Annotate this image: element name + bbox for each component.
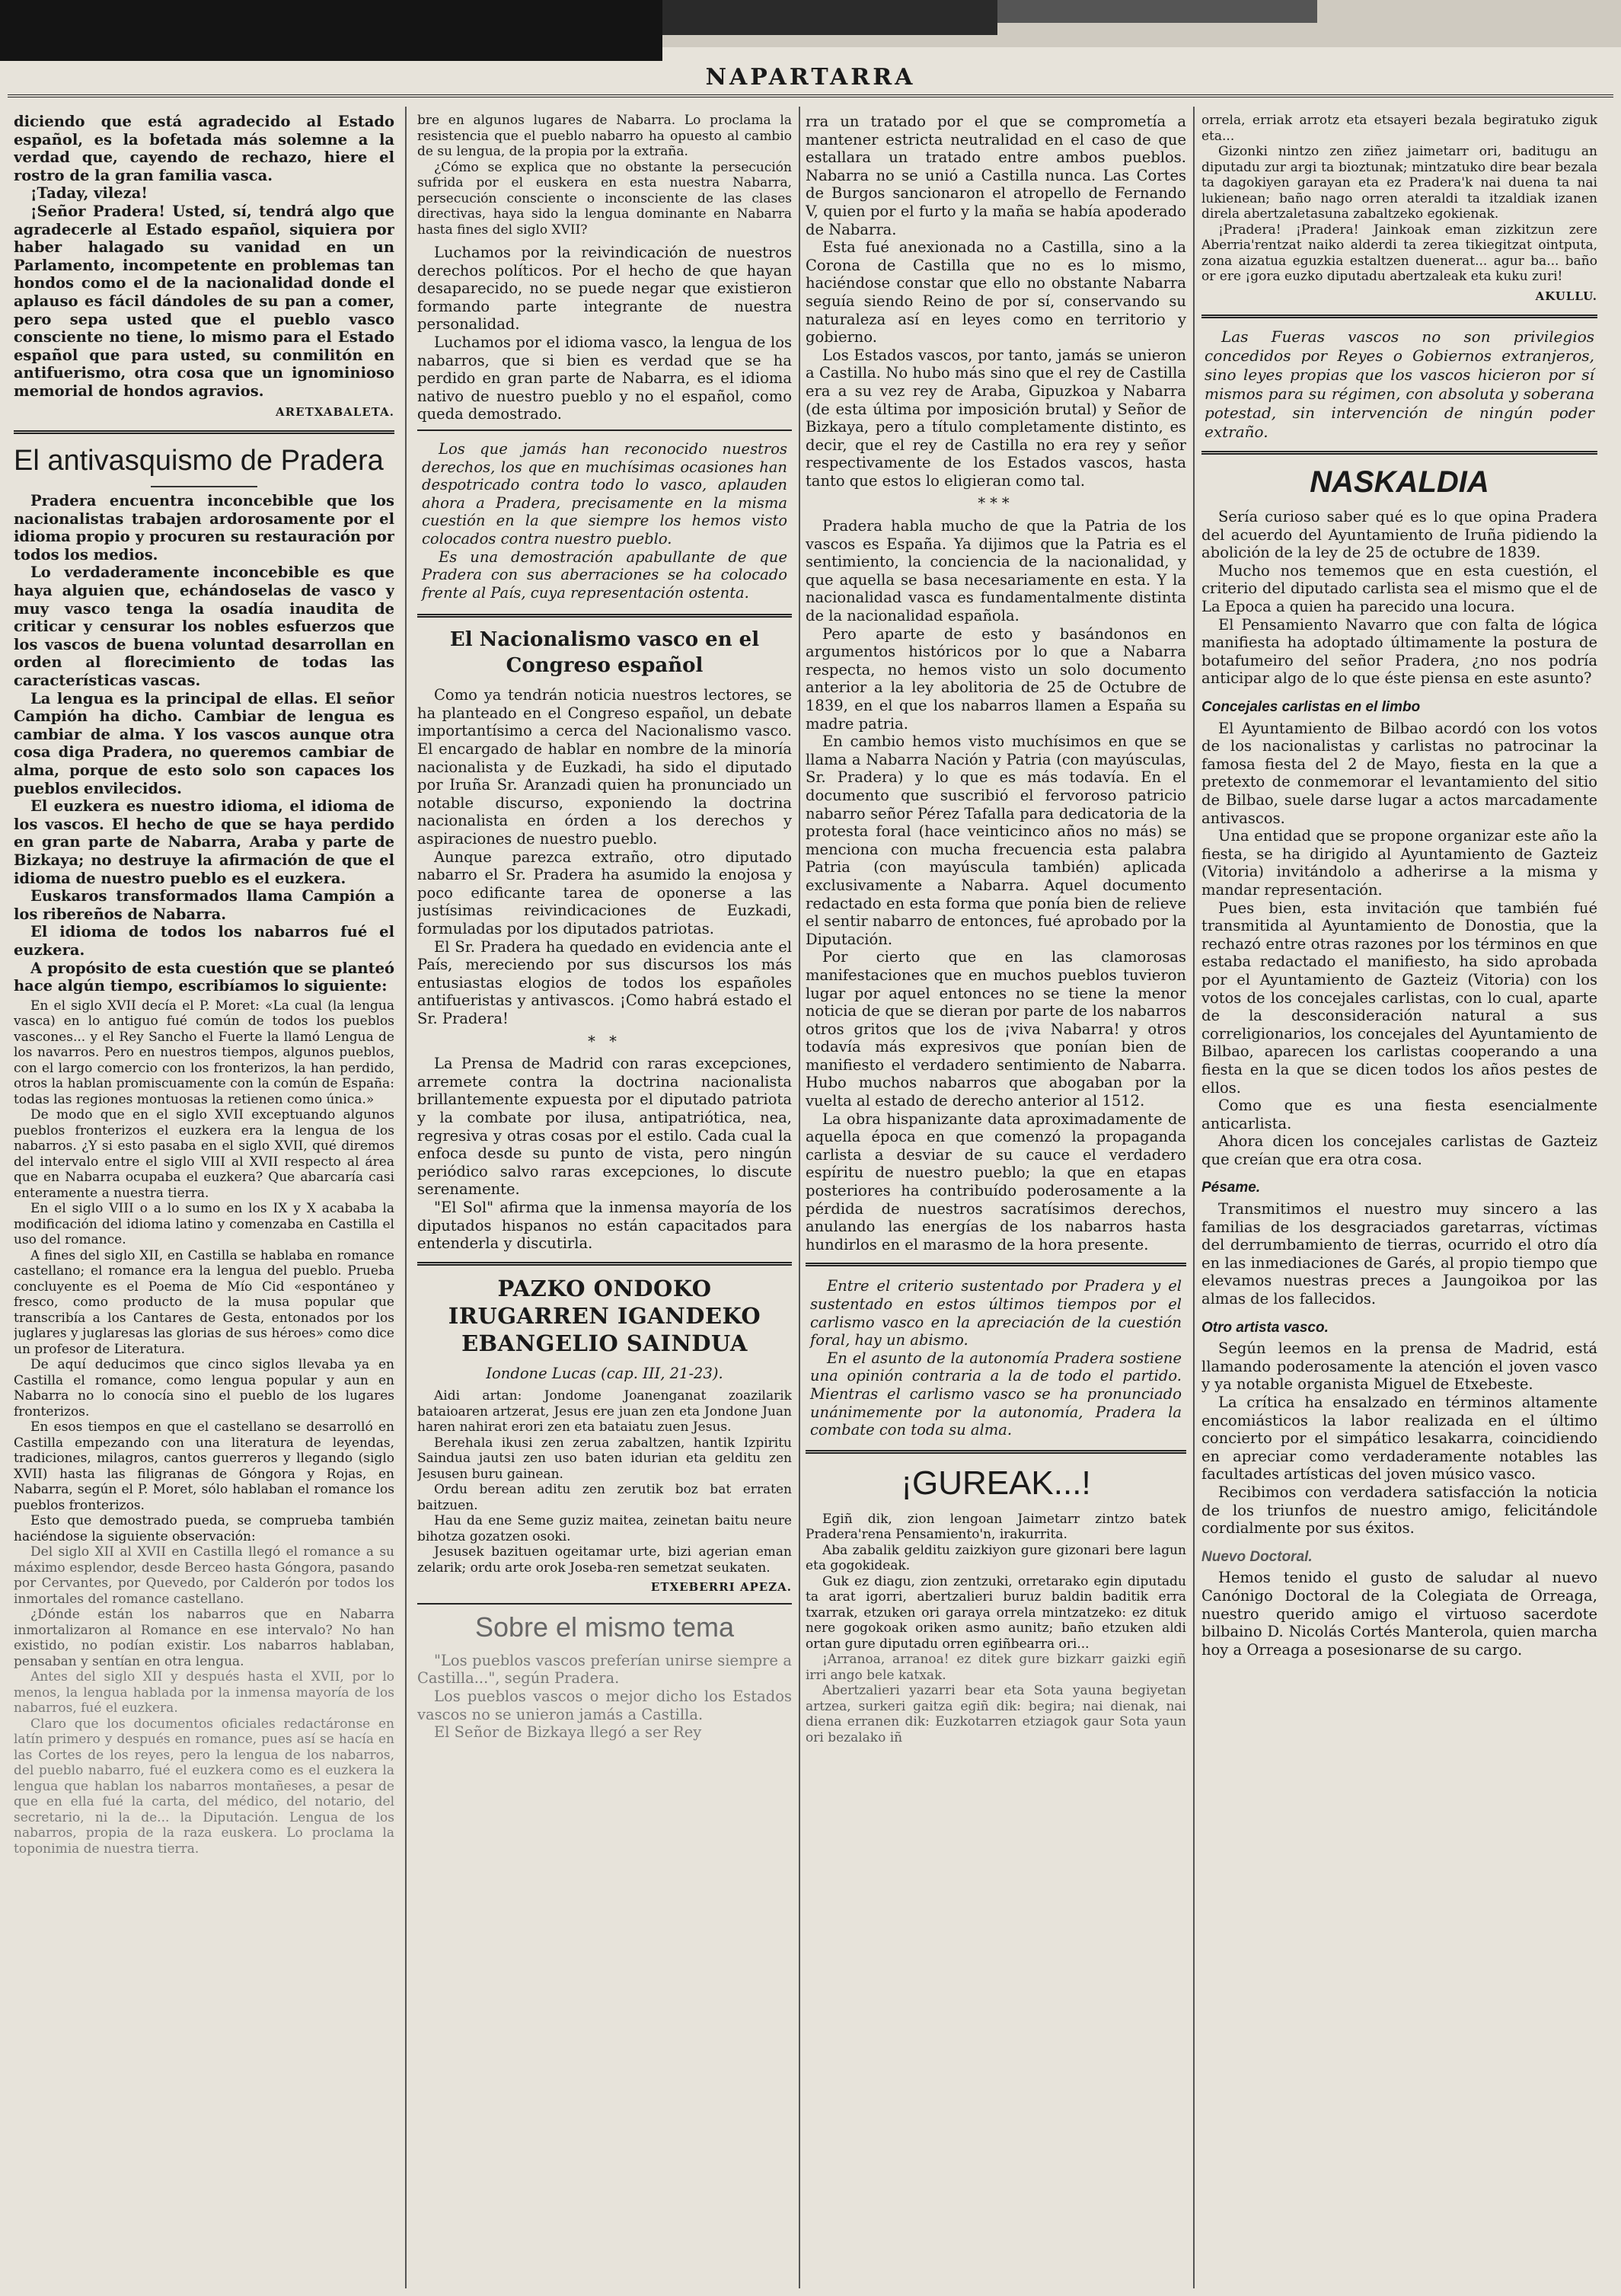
paragraph: ¿Cómo se explica que no obstante la persecución sufrida por el euskera en esta nuestra Nabarra, persecución consciente o inconsciente de las clases directivas, haya sido la lengua dominante en Nabarra hasta fines del siglo XVII?: [417, 159, 792, 238]
paragraph: bre en algunos lugares de Nabarra. Lo proclama la resistencia que el pueblo nabarro ha opuesto al cambio de su lengua, de la propia por la extraña.: [417, 113, 792, 159]
signature: AKULLU.: [1535, 289, 1597, 303]
paragraph: El Señor de Bizkaya llegó a ser Rey: [434, 1723, 702, 1742]
paragraph: Abertzalieri yazarri bear eta Sota yauna begiyetan artzea, surkeri gaitza egiñ dik: begira; nai dienak, nai diena erranen dik: Euzkotarren etziagok gaur Sota yaun ori bezalako iñ: [806, 1683, 1186, 1745]
paragraph: En el asunto de la autonomía Pradera sostiene una opinión contraria a la de todo el partido. Mientras el carlismo vasco se ha pronunciado unánimemente por la autonomía, Pradera la combate con toda su alma.: [810, 1349, 1182, 1439]
paragraph: ¡Pradera! ¡Pradera! Jainkoak eman zizkitzun zere Aberria'rentzat naiko alderdi ta zerea tikiegitzat ointputa, zona aizatua eguzkia estaltzen duenerat... agur ba... baño or ere ¡gora euzko diputadu abertzaleak eta kuku zuri!: [1201, 222, 1597, 284]
article-title: El Nacionalismo vasco en el Congreso español: [449, 628, 760, 678]
paragraph: Luchamos por la reivindicación de nuestros derechos políticos. Por el hecho de que hayan desaparecido, no se puede negar que existieron formando parte integrante de nuestra personalidad.: [417, 244, 792, 334]
column-4: [1201, 113, 1597, 2288]
paragraph: Sería curioso saber qué es lo que opina Pradera del acuerdo del Ayuntamiento de Iruña pidiendo la abolición de la ley de 25 de octubre de 1839.: [1201, 508, 1597, 562]
article-subtitle: Iondone Lucas (cap. III, 21-23).: [486, 1364, 723, 1382]
paragraph: Hau da ene Seme guziz maitea, zeinetan baitu neure bihotza gozatzen osoki.: [417, 1513, 792, 1544]
paragraph: Gizonki nintzo zen ziñez jaimetarr ori, baditugu an diputadu zur argi ta bioztunak; mintzatuko dire bear bezala ta dagokiyen garayan eta ez Pradera'k nai duena ta nai lukienean; baño nago orren ateraldi ta itzaldiak izanen direla abertzaletasuna zabaltzeko egokienak.: [1201, 144, 1597, 222]
paragraph: Recibimos con verdadera satisfacción la noticia de los triunfos de nuestro amigo, felicitándole cordialmente por sus éxitos.: [1201, 1483, 1597, 1538]
paragraph: La obra hispanizante data aproximadamente de aquella época en que comenzó la propaganda carlista a desviar de su cauce el verdadero espíritu de nuestro pueblo; la que en etapas posteriores ha contribuído poderosamente a la pérdida de nuestros sacratísimos derechos, anulando las energías de los nabarros hasta hundirlos en el marasmo de la hora presente.: [806, 1110, 1186, 1253]
paragraph: diciendo que está agradecido al Estado español, es la bofetada más solemne a la verdad que, cayendo de rechazo, hiere el rostro de la gran familia vasca.: [14, 113, 394, 184]
header-rule: [8, 94, 1613, 97]
paragraph: Lo verdaderamente inconcebible es que haya alguien que, echándoselas de vasco y muy vasco tenga la osadía inaudita de criticar y censurar los nobles esfuerzos que los vascos de buena voluntad desarrollan en orden al florecimiento de todas las características vascas.: [14, 564, 394, 690]
section-rule: [417, 430, 792, 431]
quote-paragraph: Del siglo XII al XVII en Castilla llegó el romance a su máximo esplendor, desde Berceo hasta Góngora, pasando por Cervantes, por Quevedo, por Calderón por todos los inmortales del romance castellano.: [14, 1544, 394, 1607]
paragraph: Mucho nos tememos que en esta cuestión, el criterio del diputado carlista sea el mismo que el de La Epoca a quien ha parecido una locura.: [1201, 561, 1597, 616]
masthead: NAPARTARRA: [705, 64, 916, 91]
article-title: Sobre el mismo tema: [474, 1611, 735, 1643]
column-3: [806, 113, 1186, 2288]
paragraph: Aunque parezca extraño, otro diputado nabarro el Sr. Pradera ha asumido la enojosa y poco edificante tarea de oponerse a las justísimas reivindicaciones de Euzkadi, formuladas por los diputados patriotas.: [417, 848, 792, 937]
paragraph: ¡Señor Pradera! Usted, sí, tendrá algo que agradecerle al Estado español, siquiera por haber halagado su vanidad en un Parlamento, incompetente en problemas tan hondos como el de la nacionalidad donde el aplauso es fácil dándoles de su pan a comer, pero sepa usted que el pueblo vasco consciente no tiene, lo mismo para el Estado español que para usted, su conmilitón en antifuerismo, otra cosa que un ignominioso memorial de hondos agravios.: [14, 202, 394, 400]
paragraph: Los que jamás han reconocido nuestros derechos, los que en muchísimas ocasiones han despotricado contra todo lo vasco, aplauden ahora a Pradera, precisamente en la misma cuestión en la que siempre los hemos visto colocados contra nuestro pueblo.: [422, 439, 787, 548]
paragraph: Como ya tendrán noticia nuestros lectores, se ha planteado en el Congreso español, un debate importantísimo a cerca del Nacionalismo vasco. El encargado de hablar en nombre de la minoría nacionalista y de Euzkadi, ha sido el diputado por Iruña Sr. Aranzadi quien ha pronunciado un notable discurso, exponiendo la doctrina nacionalista en órden a los derechos y aspiraciones de nuestro pueblo.: [417, 686, 792, 848]
paragraph: ¡Arranoa, arranoa! ez ditek gure bizkarr gaizki egiñ irri ango bele katxak.: [806, 1652, 1186, 1683]
article-title: NASKALDIA: [1310, 465, 1489, 500]
paragraph: Ordu berean aditu zen zerutik boz bat erraten baitzuen.: [417, 1482, 792, 1513]
scan-dark-margin: [997, 0, 1317, 23]
paragraph: Aba zabalik gelditu zaizkiyon gure gizonari bere lagun eta gogokideak.: [806, 1542, 1186, 1574]
paragraph: "Los pueblos vascos preferían unirse siempre a Castilla...", según Pradera.: [417, 1651, 792, 1688]
paragraph: orrela, erriak arrotz eta etsayeri bezala begiratuko ziguk eta...: [1201, 113, 1597, 144]
section-heading: Concejales carlistas en el limbo: [1201, 699, 1421, 716]
paragraph: Egiñ dik, zion lengoan Jaimetarr zintzo batek Pradera'rena Pensamiento'n, irakurrita.: [806, 1511, 1186, 1543]
paragraph: rra un tratado por el que se comprometía a mantener estricta neutralidad en el caso de que estallara un tratado entre ambos pueblos. Nabarra no se unió a Castilla nunca. Las Cortes de Burgos sancionaron el atropello de Fernando V, quien por el furto y la maña se había apoderado de Nabarra.: [806, 113, 1186, 238]
separator-stars: * *: [588, 1032, 621, 1050]
section-rule: [1201, 315, 1597, 318]
section-rule: [417, 614, 792, 618]
paragraph: La crítica ha ensalzado en términos altamente encomiásticos la labor realizada en el último concierto por el simpático lesakarra, coincidiendo en apreciar como verdaderamente notables las facultades artísticas del joven músico vasco.: [1201, 1394, 1597, 1483]
section-heading: Nuevo Doctoral.: [1201, 1548, 1313, 1565]
paragraph: Es una demostración apabullante de que Pradera con sus aberraciones se ha colocado frente al País, cuya representación ostenta.: [422, 548, 787, 602]
quote-paragraph: Antes del siglo XII y después hasta el XVII, por lo menos, la lengua hablada por la inmensa mayoría de los nabarros, fué el euzkera.: [14, 1669, 394, 1716]
italic-note: [1201, 327, 1597, 442]
column-divider: [1193, 107, 1195, 2288]
paragraph: El euzkera es nuestro idioma, el idioma de los vascos. El hecho de que se haya perdido en gran parte de Nabarra, Araba y parte de Bizkaya; no destruye la afirmación de que el idioma de nuestro pueblo es el euzkera.: [14, 797, 394, 887]
paragraph: Por cierto que en las clamorosas manifestaciones que en muchos pueblos tuvieron lugar por aquel entonces no se tiene la menor noticia de que se dieran por parte de los nabarros otros gritos que los de ¡viva Nabarra! y otros todavía más expresivos que ponían bien de manifiesto el verdadero sentimiento de Nabarra. Hubo muchos nabarros que abogaban por la vuelta al estado de derecho anterior al 1512.: [806, 948, 1186, 1110]
paragraph: Berehala ikusi zen zerua zabaltzen, hantik Izpiritu Saindua jautsi zen uso baten idurian eta gelditu zen Jesusen buru gainean.: [417, 1435, 792, 1482]
paragraph: Pero aparte de esto y basándonos en argumentos históricos por lo que a Nabarra respecta, no hemos visto un solo documento anterior a la ley abolitoria de 25 de Octubre de 1839, en el que los nabarros llamen a España su madre patria.: [806, 624, 1186, 733]
section-rule: [417, 1262, 792, 1266]
scan-dark-margin: [0, 0, 662, 61]
quote-paragraph: En esos tiempos en que el castellano se desarrolló en Castilla empezando con una literatura de leyendas, tradiciones, milagros, cantos guerreros y llegando (siglo XVII) hasta las filigranas de Góngora y Rojas, en Nabarra, según el P. Moret, sólo hablaban el romance los pueblos fronterizos.: [14, 1419, 394, 1513]
paragraph: A propósito de esta cuestión que se planteó hace algún tiempo, escribíamos lo siguiente:: [14, 959, 394, 995]
quote-paragraph: ¿Dónde están los nabarros que en Nabarra inmortalizaron al Romance en ese intervalo? No han existido, no podían existir. Los nabarros hablaban, pensaban y sentían en otra lengua.: [14, 1607, 394, 1669]
paragraph: Pradera encuentra inconcebible que los nacionalistas trabajen ardorosamente por el idioma propio y procuren su restauración por todos los medios.: [14, 492, 394, 564]
paragraph: Los pueblos vascos o mejor dicho los Estados vascos no se unieron jamás a Castilla.: [417, 1688, 792, 1723]
article-title: El antivasquismo de Pradera: [14, 445, 384, 477]
separator-stars: ***: [978, 494, 1014, 513]
signature: ETXEBERRI APEZA.: [650, 1580, 792, 1595]
column-divider: [799, 107, 800, 2288]
quote-paragraph: Claro que los documentos oficiales redactáronse en latín primero y después en romance, pues así se hacía en las Cortes de los reyes, pero la lengua de los nabarros, del pueblo nabarro, fué el euzkera como es el euzkera la lengua que hablan los nabarros montañeses, a pesar de que en ella fué la carta, del médico, del notario, del secretario, ni la de... la Diputación. Lengua de los nabarros, propia de la raza euskera. Lo proclama la toponimia de nuestra tierra.: [14, 1716, 394, 1857]
paragraph: "El Sol" afirma que la inmensa mayoría de los diputados hispanos no están capacitados para entenderla y discutirla.: [417, 1198, 792, 1253]
section-rule: [14, 430, 394, 434]
paragraph: Pues bien, esta invitación que también fué transmitida al Ayuntamiento de Donostia, que la rechazó entre otras razones por los términos en que estaba redactado el manifiesto, ha sido aprobada por el Ayuntamiento de Gazteiz (Vitoria) con los votos de los concejales carlistas, con lo cual, aparte de la desconsideración natural a sus correligionarios, los concejales del Ayuntamiento de Bilbao, aparecen los carlistas cooperando a una fiesta en la que se dicen todos los años pestes de ellos.: [1201, 899, 1597, 1097]
quote-paragraph: De aquí deducimos que cinco siglos llevaba ya en Castilla el romance, como lengua popular y aun en Nabarra no lo conocía sino el pueblo de los lugares fronterizos.: [14, 1357, 394, 1419]
paragraph: Según leemos en la prensa de Madrid, está llamando poderosamente la atención el joven vasco y ya notable organista Miguel de Etxebeste.: [1201, 1340, 1597, 1394]
paragraph: Guk ez diagu, zion zentzuki, orretarako egin diputadu ta arat igorri, abertzalieri buruz baldin baditik erra txarrak, etzuken ori garaya orrela mintzatzeko: ez dituk nere gogokoak oriken asmo aunitz; baño etzuken aldi ortan gure diputadu orren egiñbearra ori...: [806, 1573, 1186, 1652]
quote-paragraph: Esto que demostrado pueda, se comprueba también haciéndose la siguiente observación:: [14, 1513, 394, 1544]
paragraph: Aidi artan: Jondome Joanenganat zoazilarik bataioaren artzerat, Jesus ere juan zen eta Jondone Juan haren nahirat erori zen eta bataiatu zuen Jesus.: [417, 1388, 792, 1435]
paragraph: Esta fué anexionada no a Castilla, sino a la Corona de Castilla que no es lo mismo, haciéndose constar que ello no obstante Nabarra seguía siendo Reino de por sí, conservando su naturaleza así en leyes como en territorio y gobierno.: [806, 238, 1186, 346]
column-2: [417, 113, 792, 2288]
scan-dark-margin: [662, 0, 997, 35]
section-rule: [417, 1603, 792, 1605]
paragraph: Transmitimos el nuestro muy sincero a las familias de los desgraciados garetarras, víctimas del derrumbamiento de tierras, ocurrido el otro día en las inmediaciones de Garés, al propio tiempo que elevamos nuestras preces a Jaungoikoa por las almas de los fallecidos.: [1201, 1200, 1597, 1308]
paragraph: Ahora dicen los concejales carlistas de Gazteiz que creían que era otra cosa.: [1201, 1132, 1597, 1168]
paragraph: El Ayuntamiento de Bilbao acordó con los votos de los nacionalistas y carlistas no patrocinar la famosa fiesta del 2 de Mayo, fiesta en la que a pretexto de conmemorar el levantamiento del sitio de Bilbao, suele darse lugar a actos marcadamente antivascos.: [1201, 719, 1597, 827]
paragraph: Hemos tenido el gusto de saludar al nuevo Canónigo Doctoral de la Colegiata de Orreaga, nuestro querido amigo el virtuoso sacerdote bilbaino D. Nicolás Cortés Manterola, quien marcha hoy a Orreaga a posesionarse de su cargo.: [1201, 1569, 1597, 1659]
section-rule: [806, 1263, 1186, 1266]
italic-note: [806, 1276, 1186, 1440]
paragraph: Como que es una fiesta esencialmente anticarlista.: [1201, 1097, 1597, 1132]
paragraph: Luchamos por el idioma vasco, la lengua de los nabarros, que si bien es verdad que se ha perdido en gran parte de Nabarra, es el idioma nativo de nuestro pueblo y no el español, como queda demostrado.: [417, 333, 792, 423]
article-title: PAZKO ONDOKO IRUGARREN IGANDEKO EBANGELIO SAINDUA: [448, 1275, 761, 1356]
scan-top-edge: [0, 0, 1621, 47]
paragraph: El idioma de todos los nabarros fué el euzkera.: [14, 923, 394, 959]
section-rule: [806, 1450, 1186, 1454]
quote-paragraph: En el siglo XVII decía el P. Moret: «La cual (la lengua vasca) en lo antiguo fué común de todos los pueblos vascones... y el Rey Sancho el Fuerte la llamó Lengua de los navarros. Pero en nuestros tiempos, algunos pueblos, con el largo comercio con los fronterizos, la han perdido, otros la hablan promiscuamente con la común de España: todas las regiones montuosas la retienen como única.»: [14, 998, 394, 1107]
paragraph: La Prensa de Madrid con raras excepciones, arremete contra la doctrina nacionalista brillantemente expuesta por el diputado patriota y la combate por ilusa, antipatriótica, nea, regresiva y otras cosas por el estilo. Cada cual la enfoca desde su punto de vista, pero ningún periódico salvo raras excepciones, lo discute serenamente.: [417, 1055, 792, 1199]
paragraph: Entre el criterio sustentado por Pradera y el sustentado en estos últimos tiempos por el carlismo vasco en la apreciación de la cuestión foral, hay un abismo.: [810, 1277, 1182, 1349]
paragraph: El Pensamiento Navarro que con falta de lógica manifiesta ha adoptado últimamente la postura de botafumeiro del señor Pradera, ¿no nos podría anticipar algo de lo que éste piensa en este asunto?: [1201, 615, 1597, 688]
paragraph: El Sr. Pradera ha quedado en evidencia ante el País, mereciendo por sus discursos los más entusiastas elogios de todos los españoles antifueristas y antivascos. ¡Como habrá estado el Sr. Pradera!: [417, 937, 792, 1027]
quote-paragraph: En el siglo VIII o a lo sumo en los IX y X acababa la modificación del idioma latino y comenzaba en Castilla el uso del romance.: [14, 1201, 394, 1248]
paragraph: Las Fueras vascos no son privilegios concedidos por Reyes o Gobiernos extranjeros, sino leyes propias que los vascos hicieron por sí mismos para su régimen, con absoluta y soberana potestad, sin intervención de ningún poder extraño.: [1205, 327, 1594, 442]
quote-paragraph: A fines del siglo XII, en Castilla se hablaba en romance castellano; el romance era la lengua del pueblo. Prueba concluyente es el Poema de Mío Cid «espontáneo y fresco, como producto de la musa popular que transcribía a los Cantares de Gesta, entonados por los juglares y juglaresas las glorias de sus héroes» como dice un profesor de Literatura.: [14, 1247, 394, 1357]
signature: ARETXABALETA.: [276, 404, 394, 419]
paragraph: ¡Taday, vileza!: [30, 184, 148, 203]
paragraph: Una entidad que se propone organizar este año la fiesta, se ha dirigido al Ayuntamiento de Gazteiz (Vitoria) invitándolo a adherirse a la misma y mandar representación.: [1201, 827, 1597, 899]
section-heading: Otro artista vasco.: [1201, 1319, 1329, 1336]
section-heading: Pésame.: [1201, 1180, 1261, 1196]
paragraph: En cambio hemos visto muchísimos en que se llama a Nabarra Nación y Patria (con mayúsculas, Sr. Pradera) y lo que es más todavía. En el documento que suscribió el fervoroso patricio nabarro señor Pérez Tafalla para dedicatoria de la protesta foral (hace veinticinco años no más) se menciona con mucha frecuencia esta palabra Patria (con mayúscula también) aplicada exclusivamente a Nabarra. Aquel documento redactado en esta forma que ponía bien de relieve el sentir nabarro de entonces, fué aprobado por la Diputación.: [806, 733, 1186, 948]
paragraph: Pradera habla mucho de que la Patria de los vascos es España. Ya dijimos que la Patria es el sentimiento, la conciencia de la nacionalidad, y que aquella se basa necesariamente en esta. Y la nacionalidad vasca es fundamentalmente distinta de la nacionalidad española.: [806, 517, 1186, 625]
italic-note: [417, 437, 792, 605]
paragraph: La lengua es la principal de ellas. El señor Campión ha dicho. Cambiar de lengua es cambiar de alma. Y los vascos aunque otra cosa diga Pradera, no queremos cambiar de alma, porque de esto solo son capaces los pueblos envilecidos.: [14, 689, 394, 797]
paragraph: Los Estados vascos, por tanto, jamás se unieron a Castilla. No hubo más sino que el rey de Castilla era a su vez rey de Araba, Gipuzkoa y Nabarra (de esta última por imposición brutal) y Señor de Bizkaya, pero a título completamente distinto, es decir, que el rey de Castilla no era rey y señor respectivamente de los Estados vascos, hasta tanto que estos lo eligieran como tal.: [806, 346, 1186, 490]
article-title: ¡GUREAK...!: [901, 1464, 1091, 1502]
quote-paragraph: De modo que en el siglo XVII exceptuando algunos pueblos fronterizos el euzkera era la lengua de los nabarros. ¿Y si esto pasaba en el siglo XVII, qué diremos del intervalo entre el siglo VIII al XVII respecto al área que en Nabarra ocupaba el euzkera? Que abarcaría casi enteramente a nuestra tierra.: [14, 1107, 394, 1201]
section-rule: [1201, 451, 1597, 455]
paragraph: Euskaros transformados llama Campión a los ribereños de Nabarra.: [14, 887, 394, 923]
column-divider: [405, 107, 407, 2288]
paragraph: Jesusek bazituen ogeitamar urte, bizi agerian eman zelarik; ordu arte orok Joseba-ren semetzat seukaten.: [417, 1544, 792, 1576]
title-underline: [151, 486, 257, 487]
page-header: [0, 61, 1621, 99]
quoted-block: [14, 998, 394, 1857]
column-1: [14, 113, 394, 2288]
